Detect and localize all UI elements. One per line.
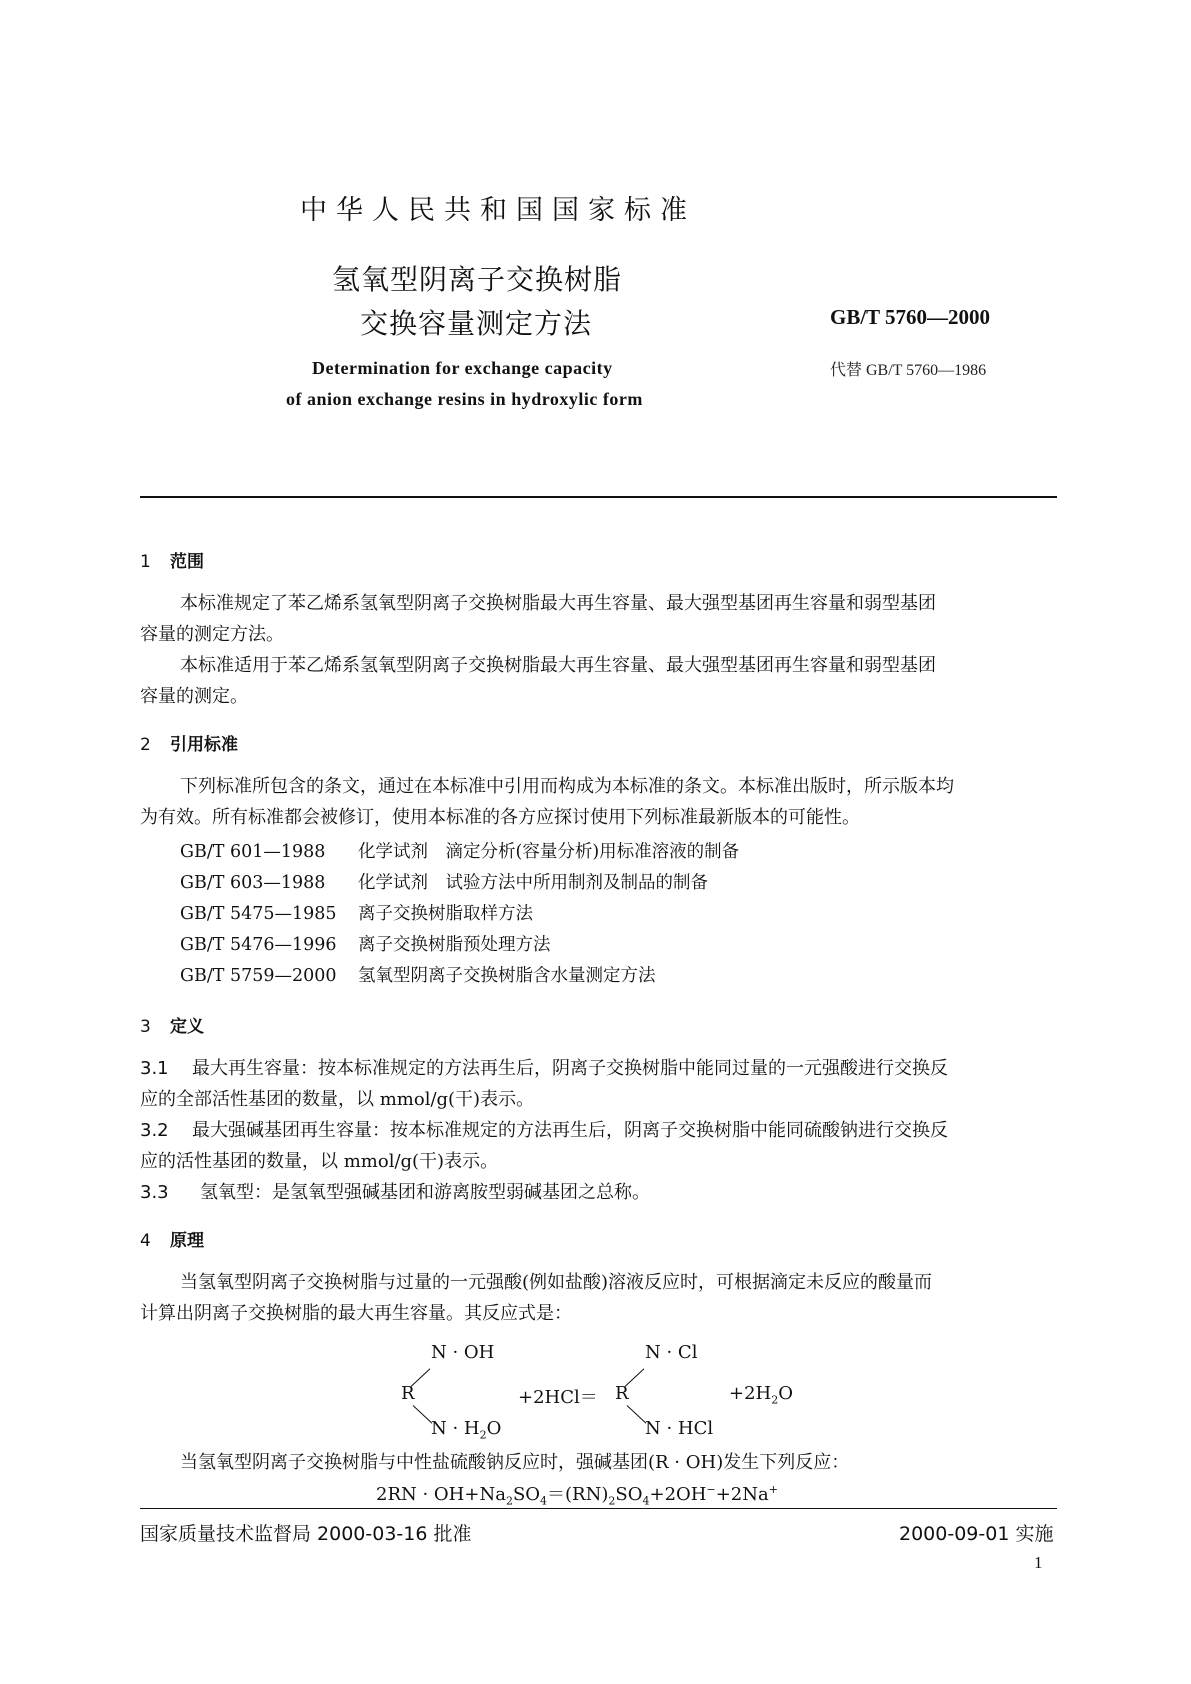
reference-code: GB/T 5475—1985 xyxy=(180,904,337,924)
eq1-left-bond-down xyxy=(413,1405,433,1423)
eq1-left-bottom-text-end: O xyxy=(486,1418,502,1439)
eq1-product-subscript: 2 xyxy=(771,1393,779,1407)
definition-3-1-text: 最大再生容量：按本标准规定的方法再生后，阴离子交换树脂中能同过量的一元强酸进行交换反 xyxy=(192,1058,948,1079)
eq2-part-e: +2OH xyxy=(649,1484,707,1505)
definition-3-2-line-2: 应的活性基团的数量，以 mmol/g(干)表示。 xyxy=(140,1151,499,1172)
section-1-para-1-line-2: 容量的测定方法。 xyxy=(140,624,284,645)
title-chinese-line-2: 交换容量测定方法 xyxy=(360,307,593,340)
definition-3-2-number: 3.2 xyxy=(140,1120,169,1141)
section-2-number: 2 xyxy=(140,735,151,755)
header-divider xyxy=(140,496,1057,498)
title-chinese-line-1: 氢氧型阴离子交换树脂 xyxy=(332,263,623,296)
reference-item xyxy=(180,931,551,956)
section-4-number: 4 xyxy=(140,1231,151,1251)
definition-3-2-line-1 xyxy=(140,1115,948,1146)
reference-title: 离子交换树脂取样方法 xyxy=(358,904,533,924)
eq1-left-bottom-text: N · H xyxy=(431,1418,480,1439)
definition-3-1-number: 3.1 xyxy=(140,1058,169,1079)
title-english-line-2: of anion exchange resins in hydroxylic form xyxy=(286,389,643,409)
eq1-product-text: +2H xyxy=(729,1383,772,1404)
section-3-heading xyxy=(140,1012,204,1037)
section-3-number: 3 xyxy=(140,1017,151,1037)
section-3-title: 定义 xyxy=(170,1017,204,1037)
definition-3-1-line-1 xyxy=(140,1053,948,1084)
definition-3-3 xyxy=(140,1177,650,1208)
section-4-heading xyxy=(140,1226,204,1251)
implementation-date: 2000-09-01 实施 xyxy=(899,1523,1054,1545)
section-4-para-1-line-2: 计算出阴离子交换树脂的最大再生容量。其反应式是： xyxy=(140,1303,572,1324)
eq1-right-r: R xyxy=(615,1383,629,1404)
eq2-part-d: SO xyxy=(615,1484,643,1505)
section-2-para-line-1: 下列标准所包含的条文，通过在本标准中引用而构成为本标准的条文。本标准出版时，所示版本均 xyxy=(180,776,954,797)
eq1-middle: +2HCl＝ xyxy=(518,1387,598,1408)
eq2-sub-4: 4 xyxy=(642,1494,650,1508)
reference-item xyxy=(180,900,533,925)
reference-code: GB/T 601—1988 xyxy=(180,842,326,862)
reference-title: 化学试剂 试验方法中所用制剂及制品的制备 xyxy=(358,873,708,893)
definition-3-2-text: 最大强碱基团再生容量：按本标准规定的方法再生后，阴离子交换树脂中能同硫酸钠进行交换反 xyxy=(192,1120,948,1141)
section-4-title: 原理 xyxy=(170,1231,204,1251)
section-1-para-2-line-1: 本标准适用于苯乙烯系氢氧型阴离子交换树脂最大再生容量、最大强型基团再生容量和弱型基团 xyxy=(180,655,936,676)
eq1-left-r: R xyxy=(401,1383,415,1404)
section-2-heading xyxy=(140,730,238,755)
reference-code: GB/T 5759—2000 xyxy=(180,966,337,986)
title-english-line-1: Determination for exchange capacity xyxy=(312,358,613,378)
reference-title: 离子交换树脂预处理方法 xyxy=(358,935,551,955)
reference-code: GB/T 603—1988 xyxy=(180,873,326,893)
reference-item xyxy=(180,962,656,987)
eq2-sub-1: 2 xyxy=(505,1494,513,1508)
replaces-standard: 代替 GB/T 5760—1986 xyxy=(830,362,987,379)
approval-date: 国家质量技术监督局 2000-03-16 批准 xyxy=(140,1523,472,1545)
footer-divider xyxy=(140,1508,1057,1509)
eq1-right-top: N · Cl xyxy=(645,1342,698,1363)
eq1-right-bond-down xyxy=(627,1405,647,1423)
section-1-para-2-line-2: 容量的测定。 xyxy=(140,686,248,707)
eq2-part-b: SO xyxy=(512,1484,541,1505)
reference-item xyxy=(180,869,708,894)
definition-3-3-text: 氢氧型：是氢氧型强碱基团和游离胺型弱碱基团之总称。 xyxy=(200,1182,650,1203)
eq1-right-bond-up xyxy=(625,1368,645,1386)
eq2-sup-2: + xyxy=(768,1483,778,1496)
standard-number: GB/T 5760—2000 xyxy=(830,305,991,329)
eq1-right-bottom: N · HCl xyxy=(645,1418,714,1439)
section-1-number: 1 xyxy=(140,552,151,572)
section-1-heading xyxy=(140,547,204,572)
section-2-title: 引用标准 xyxy=(170,735,238,755)
reference-title: 氢氧型阴离子交换树脂含水量测定方法 xyxy=(358,966,656,986)
eq1-left-bottom xyxy=(431,1418,502,1442)
section-1-title: 范围 xyxy=(170,552,204,572)
section-1-para-1-line-1: 本标准规定了苯乙烯系氢氧型阴离子交换树脂最大再生容量、最大强型基团再生容量和弱型基团 xyxy=(180,593,936,614)
reference-item xyxy=(180,838,739,863)
section-2-para-line-2: 为有效。所有标准都会被修订，使用本标准的各方应探讨使用下列标准最新版本的可能性。 xyxy=(140,807,860,828)
definition-3-3-number: 3.3 xyxy=(140,1182,169,1203)
eq2-part-a: 2RN · OH+Na xyxy=(376,1484,506,1505)
eq2-sub-2: 4 xyxy=(540,1494,548,1508)
eq1-left-top: N · OH xyxy=(431,1342,495,1363)
eq1-left-bottom-subscript: 2 xyxy=(479,1428,487,1442)
eq1-product xyxy=(729,1383,793,1407)
eq2-part-f: +2Na xyxy=(715,1484,769,1505)
eq2-sub-3: 2 xyxy=(608,1494,616,1508)
page-number: 1 xyxy=(1034,1553,1043,1572)
reference-title: 化学试剂 滴定分析(容量分析)用标准溶液的制备 xyxy=(358,842,740,862)
eq2-sup-1: − xyxy=(706,1483,716,1496)
reference-code: GB/T 5476—1996 xyxy=(180,935,337,955)
reaction-equation-2 xyxy=(376,1480,778,1506)
definition-3-1-line-2: 应的全部活性基团的数量，以 mmol/g(干)表示。 xyxy=(140,1089,535,1110)
eq1-product-text-end: O xyxy=(778,1383,793,1404)
section-4-para-1-line-1: 当氢氧型阴离子交换树脂与过量的一元强酸(例如盐酸)溶液反应时，可根据滴定未反应的酸量而 xyxy=(180,1272,933,1293)
eq2-part-c: ＝(RN) xyxy=(547,1484,609,1505)
section-4-para-2: 当氢氧型阴离子交换树脂与中性盐硫酸钠反应时，强碱基团(R · OH)发生下列反应： xyxy=(180,1452,850,1473)
national-standard-heading: 中华人民共和国国家标准 xyxy=(300,195,696,226)
